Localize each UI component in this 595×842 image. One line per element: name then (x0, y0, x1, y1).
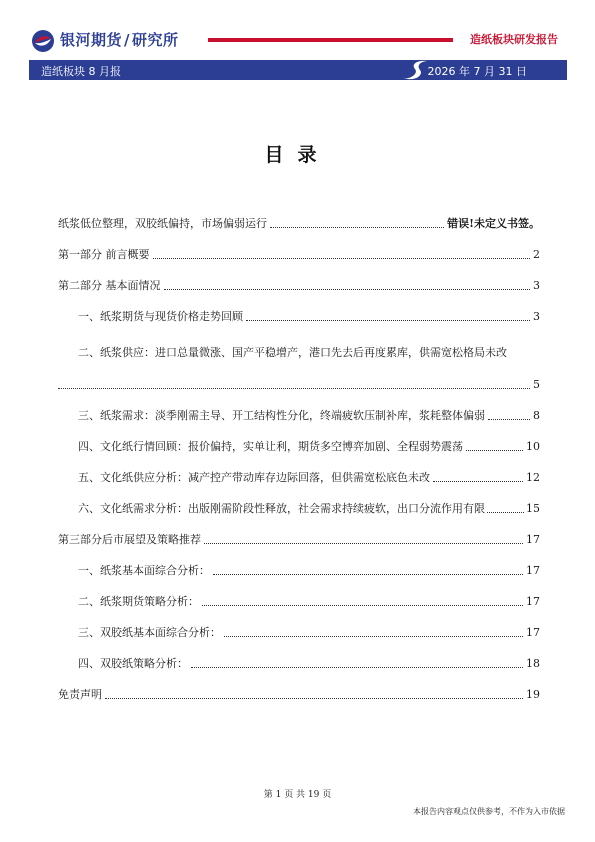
toc-entry-page: 5 (533, 378, 540, 391)
toc-entry-label: 六、文化纸需求分析：出版刚需阶段性释放，社会需求持续疲软，出口分流作用有限 (78, 502, 485, 515)
toc-entry-page: 15 (526, 502, 540, 515)
toc-entry[interactable] (58, 609, 540, 640)
toc-leader (213, 574, 523, 575)
footer-disclaimer: 本报告内容观点仅供参考，不作为入市依据 (413, 807, 565, 816)
toc-entry[interactable] (58, 262, 540, 293)
toc-leader (58, 388, 530, 389)
toc-entry-label: 三、双胶纸基本面综合分析： (78, 626, 221, 639)
toc-entry-label: 一、纸浆基本面综合分析： (78, 564, 210, 577)
toc-entry[interactable] (58, 516, 540, 547)
toc-entry[interactable] (58, 200, 540, 231)
toc-entry[interactable] (58, 231, 540, 262)
toc-entry-page: 10 (526, 440, 540, 453)
toc-leader (204, 543, 523, 544)
toc-leader (466, 450, 523, 451)
toc-entry-label-text: 二、纸浆供应：进口总量微涨、国产平稳增产，港口先去后再度累库，供需宽松格局未改 (78, 346, 507, 359)
toc-entry[interactable] (58, 547, 540, 578)
toc-entry[interactable] (58, 392, 540, 423)
toc-entry[interactable] (58, 454, 540, 485)
toc-entry[interactable] (58, 578, 540, 609)
toc-entry-page: 12 (526, 471, 540, 484)
brand-sub: 研究所 (132, 31, 179, 49)
toc-entry[interactable] (58, 293, 540, 324)
toc-entry-label: 五、文化纸供应分析：减产控产带动库存边际回落，但供需宽松底色未改 (78, 471, 430, 484)
toc-entry-label: 二、纸浆期货策略分析： (78, 595, 199, 608)
toc-leader (164, 289, 531, 290)
header-band (29, 60, 567, 80)
toc-entry-label: 四、文化纸行情回顾：报价偏持，实单让利，期货多空博弈加剧、全程弱势震荡 (78, 440, 463, 453)
page-header (0, 0, 595, 90)
toc-entry-label: 第一部分 前言概要 (58, 248, 150, 261)
toc-entry-label: 免责声明 (58, 688, 102, 701)
toc-entry[interactable] (58, 671, 540, 702)
toc-entry-label: 四、双胶纸策略分析： (78, 657, 188, 670)
toc-entry-label: 一、纸浆期货与现货价格走势回顾 (78, 310, 243, 323)
toc-entry-page: 错误!未定义书签。 (447, 217, 540, 230)
toc-entry-page: 17 (526, 533, 540, 546)
toc-leader (153, 258, 531, 259)
page-indicator: 第 1 页 共 19 页 (263, 790, 332, 800)
toc-leader (224, 636, 523, 637)
toc-entry-label: 纸浆低位整理，双胶纸偏持，市场偏弱运行 (58, 217, 267, 230)
toc-entry-page: 3 (533, 279, 540, 292)
toc-leader (191, 667, 523, 668)
header-red-rule (208, 38, 453, 42)
toc-entry-page: 3 (533, 310, 540, 323)
table-of-contents (58, 200, 540, 702)
toc-leader (202, 605, 523, 606)
toc-entry-label: 第二部分 基本面情况 (58, 279, 161, 292)
toc-leader (105, 698, 523, 699)
toc-entry-wrapped[interactable] (58, 324, 540, 368)
report-period-label: 造纸板块 8 月报 (41, 65, 121, 78)
toc-entry-page: 17 (526, 564, 540, 577)
toc-entry[interactable] (58, 423, 540, 454)
toc-leader (488, 419, 530, 420)
toc-leader (433, 481, 523, 482)
toc-entry[interactable] (58, 640, 540, 671)
toc-leader (270, 227, 444, 228)
brand-logo-text (60, 29, 179, 50)
toc-entry-page: 8 (533, 409, 540, 422)
toc-leader (246, 320, 530, 321)
brand-name: 银河期货 (60, 31, 123, 49)
toc-entry-label (78, 337, 534, 368)
toc-entry-page: 18 (526, 657, 540, 670)
brand-separator: / (124, 31, 130, 49)
swoosh-logo-icon (401, 58, 429, 82)
toc-entry-page: 17 (526, 626, 540, 639)
toc-entry[interactable] (58, 485, 540, 516)
report-date: 2026 年 7 月 31 日 (427, 65, 527, 78)
toc-entry-page: 2 (533, 248, 540, 261)
toc-leader (487, 512, 524, 513)
toc-entry-label: 三、纸浆需求：淡季刚需主导、开工结构性分化，终端疲软压制补库，浆耗整体偏弱 (78, 409, 485, 422)
page-title: 目录 (264, 144, 331, 166)
toc-entry-continuation[interactable] (58, 368, 540, 392)
report-type-label: 造纸板块研发报告 (470, 33, 558, 46)
galaxy-logo-icon (31, 29, 55, 53)
toc-entry-page: 19 (526, 688, 540, 701)
toc-entry-label: 第三部分后市展望及策略推荐 (58, 533, 201, 546)
toc-entry-page: 17 (526, 595, 540, 608)
